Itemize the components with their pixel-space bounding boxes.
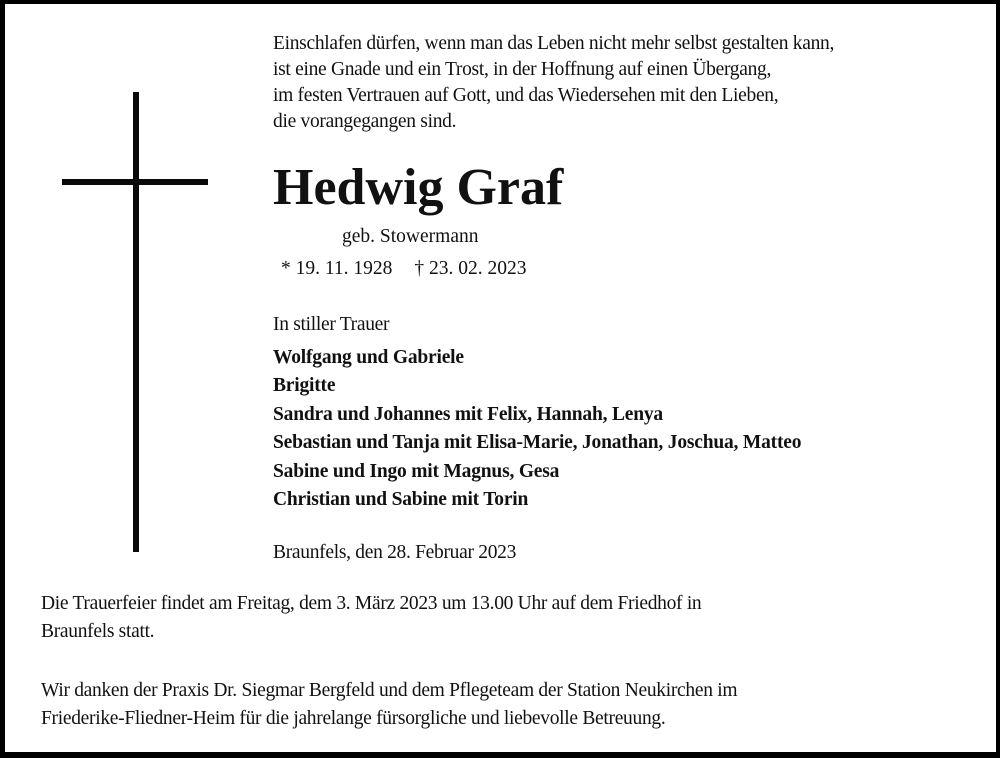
death-date: † 23. 02. 2023: [414, 258, 527, 279]
mourner-entry: Wolfgang und Gabriele: [273, 347, 464, 368]
mourning-label: In stiller Trauer: [273, 314, 390, 335]
mourners-list: [273, 344, 801, 514]
birth-date: * 19. 11. 1928: [281, 258, 393, 279]
cross-horizontal-bar: [62, 179, 208, 185]
thanks-line: Wir danken der Praxis Dr. Siegmar Bergfeld und dem Pflegeteam der Station Neukirchen im: [41, 680, 738, 701]
poem-line: Einschlafen dürfen, wenn man das Leben nicht mehr selbst gestalten kann,: [273, 33, 835, 54]
mourner-entry: Sebastian und Tanja mit Elisa-Marie, Jonathan, Joschua, Matteo: [273, 432, 802, 454]
mourner-entry: Brigitte: [273, 375, 336, 397]
mourner-entry: Sandra und Johannes mit Felix, Hannah, Lenya: [273, 403, 663, 425]
funeral-service-info: [41, 590, 991, 646]
poem-line: die vorangegangen sind.: [273, 111, 457, 132]
maiden-name: geb. Stowermann: [342, 226, 479, 247]
mourner-entry: Christian und Sabine mit Torin: [273, 489, 529, 511]
service-line: Die Trauerfeier findet am Freitag, dem 3. März 2023 um 13.00 Uhr auf dem Friedhof in: [41, 593, 702, 614]
poem-line: im festen Vertrauen auf Gott, und das Wiedersehen mit den Lieben,: [273, 85, 779, 106]
cross-vertical-bar: [133, 92, 139, 552]
thanks-line: Friederike-Fliedner-Heim für die jahrelange fürsorgliche und liebevolle Betreuung.: [41, 708, 666, 729]
thanks-note: [41, 677, 991, 733]
deceased-name: Hedwig Graf: [273, 159, 564, 216]
obituary-notice: [5, 4, 996, 752]
life-dates: [281, 256, 527, 282]
poem-line: ist eine Gnade und ein Trost, in der Hoffnung auf einen Übergang,: [273, 59, 772, 80]
service-line: Braunfels statt.: [41, 621, 155, 642]
memorial-poem: [273, 31, 834, 135]
mourner-entry: Sabine und Ingo mit Magnus, Gesa: [273, 460, 560, 482]
place-and-date: Braunfels, den 28. Februar 2023: [273, 542, 517, 563]
